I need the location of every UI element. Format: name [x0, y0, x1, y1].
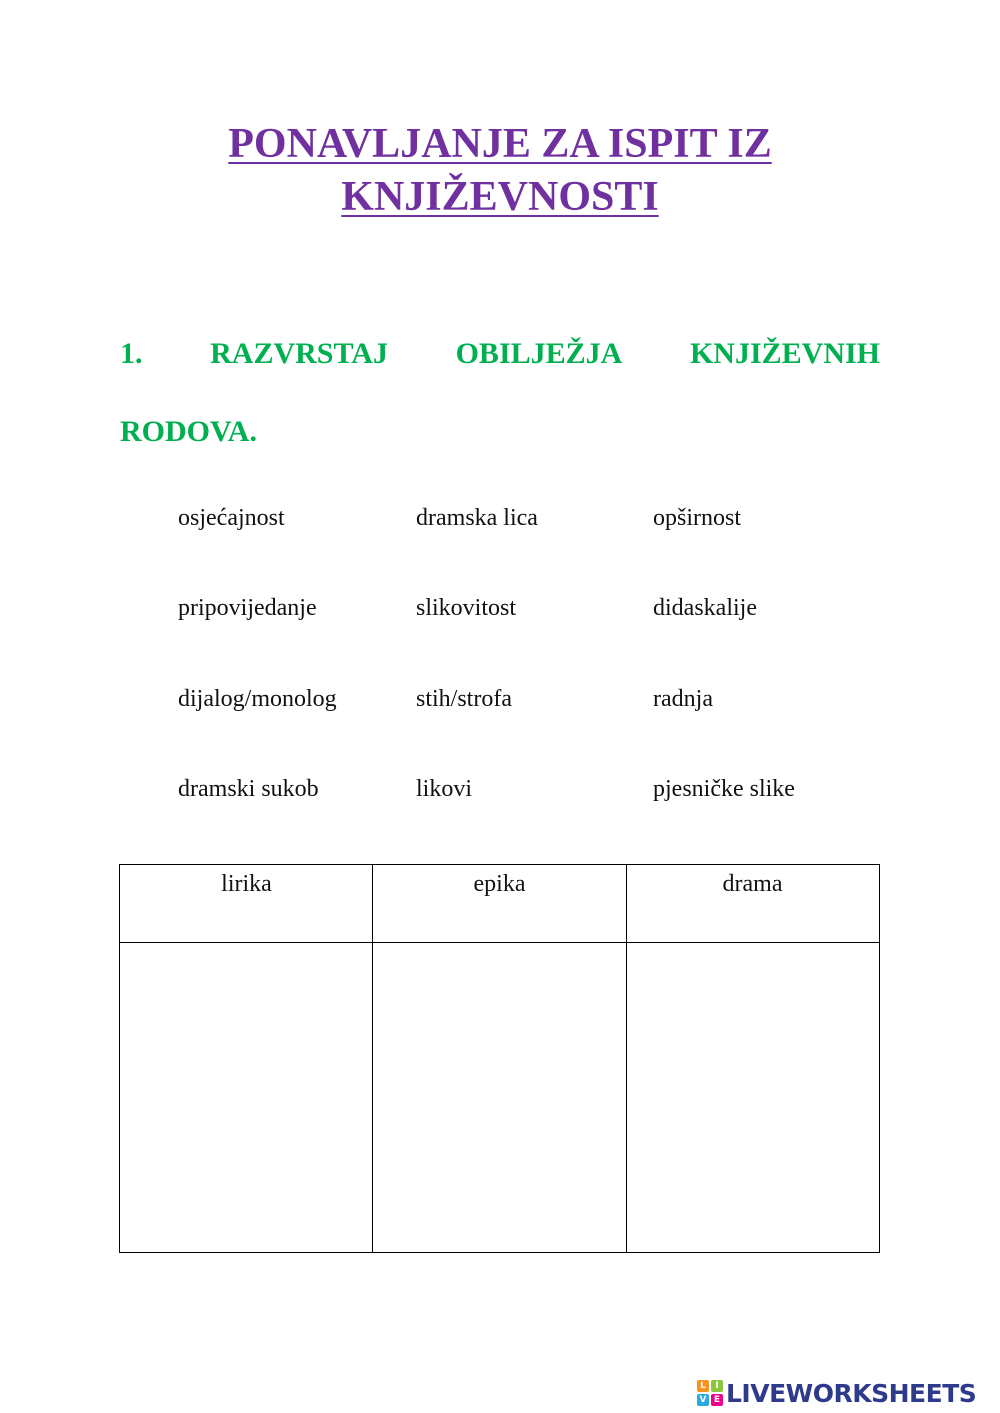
- word-bank-item[interactable]: likovi: [416, 776, 473, 802]
- logo-mark-letter: E: [711, 1394, 723, 1406]
- logo-text: LIVEWORKSHEETS: [726, 1378, 977, 1408]
- task-word: OBILJEŽJA: [455, 337, 623, 370]
- column-header-drama: drama: [722, 871, 783, 897]
- word-bank-item[interactable]: opširnost: [653, 505, 742, 531]
- word-bank-item[interactable]: dijalog/monolog: [178, 686, 337, 712]
- word-bank-item[interactable]: radnja: [653, 686, 713, 712]
- task-word: KNJIŽEVNIH: [689, 337, 880, 370]
- logo-mark-letter: I: [711, 1380, 723, 1392]
- drop-zone-lirika[interactable]: [120, 943, 372, 1253]
- sorting-table: [119, 864, 880, 1253]
- word-bank-item[interactable]: pjesničke slike: [653, 776, 795, 802]
- task-heading-continued: RODOVA.: [120, 415, 257, 448]
- word-bank-item[interactable]: osjećajnost: [178, 505, 285, 531]
- drop-zone-drama[interactable]: [627, 943, 879, 1253]
- liveworksheets-logo: [697, 1377, 976, 1409]
- word-bank-item[interactable]: slikovitost: [416, 595, 517, 621]
- drop-zone-epika[interactable]: [373, 943, 625, 1253]
- word-bank-item[interactable]: stih/strofa: [416, 686, 512, 712]
- title-line-2: KNJIŽEVNOSTI: [341, 174, 659, 220]
- task-number: 1.: [120, 337, 143, 370]
- task-heading: [120, 334, 880, 374]
- word-bank-item[interactable]: dramski sukob: [178, 776, 319, 802]
- task-word: RAZVRSTAJ: [210, 337, 388, 370]
- page-title: [0, 118, 1000, 224]
- title-line-1: PONAVLJANJE ZA ISPIT IZ: [228, 121, 772, 167]
- column-header-epika: epika: [473, 871, 526, 897]
- logo-mark-letter: L: [697, 1380, 709, 1392]
- logo-mark-icon: [697, 1380, 723, 1406]
- word-bank-item[interactable]: didaskalije: [653, 595, 757, 621]
- column-header-lirika: lirika: [221, 871, 272, 897]
- logo-mark-letter: V: [697, 1394, 709, 1406]
- word-bank-item[interactable]: pripovijedanje: [178, 595, 317, 621]
- word-bank-item[interactable]: dramska lica: [416, 505, 538, 531]
